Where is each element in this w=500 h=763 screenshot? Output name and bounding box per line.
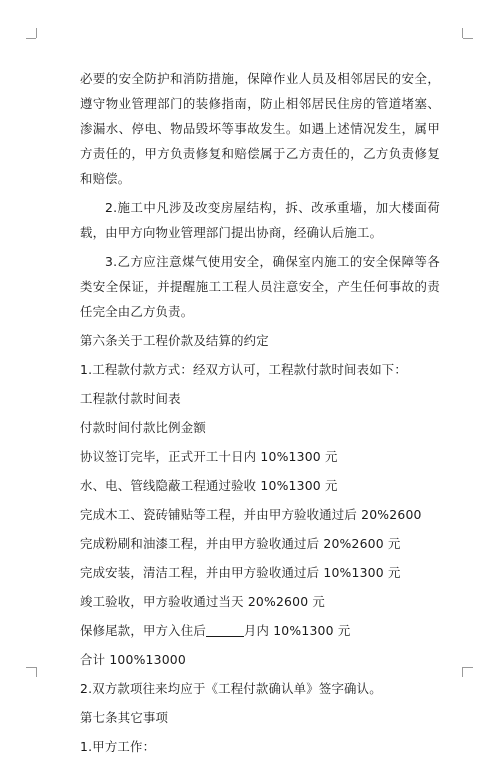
safety-paragraph: 必要的安全防护和消防措施，保障作业人员及相邻居民的安全，遵守物业管理部门的装修指南，防止相邻居民住房的管道堵塞、渗漏水、停电、物品毁坏等事故发生。如遇上述情况发生，属甲方责任的，甲方负责修复和赔偿属于乙方责任的，乙方负责修复和赔偿。 xyxy=(80,71,440,186)
crop-mark-bottom-right-horizontal xyxy=(463,667,473,668)
crop-mark-top-left-vertical xyxy=(36,28,37,38)
schedule-row-7-prefix: 保修尾款，甲方入住后 xyxy=(80,623,206,638)
crop-mark-bottom-left-horizontal xyxy=(26,667,36,668)
party-a-work-line: 1.甲方工作： xyxy=(80,739,156,754)
schedule-row-5: 完成安装，清洁工程，并由甲方验收通过后 10%1300 元 xyxy=(80,565,401,580)
article-7-title: 第七条其它事项 xyxy=(80,710,169,725)
blank-field xyxy=(206,623,244,637)
schedule-row-7-suffix: 月内 10%1300 元 xyxy=(243,623,351,638)
document-body xyxy=(80,66,440,763)
schedule-total: 合计 100%13000 xyxy=(80,652,186,667)
schedule-title: 工程款付款时间表 xyxy=(80,391,181,406)
crop-mark-top-right-horizontal xyxy=(463,38,473,39)
schedule-row-6: 竣工验收，甲方验收通过当天 20%2600 元 xyxy=(80,594,326,609)
structure-change-paragraph: 2.施工中凡涉及改变房屋结构，拆、改承重墙，加大楼面荷载，由甲方向物业管理部门提出协商，经确认后施工。 xyxy=(80,200,440,240)
schedule-row-2: 水、电、管线隐蔽工程通过验收 10%1300 元 xyxy=(80,478,338,493)
crop-mark-bottom-left-vertical xyxy=(36,667,37,677)
crop-mark-top-left-horizontal xyxy=(26,38,36,39)
gas-safety-paragraph: 3.乙方应注意煤气使用安全，确保室内施工的安全保障等各类安全保证，并提醒施工工程人员注意安全，产生任何事故的责任完全由乙方负责。 xyxy=(80,254,440,319)
crop-mark-top-right-vertical xyxy=(462,28,463,38)
article-6-title: 第六条关于工程价款及结算的约定 xyxy=(80,333,269,348)
schedule-row-1: 协议签订完毕，正式开工十日内 10%1300 元 xyxy=(80,449,338,464)
schedule-row-3: 完成木工、瓷砖铺贴等工程，并由甲方验收通过后 20%2600 xyxy=(80,507,422,522)
schedule-row-7 xyxy=(80,618,440,643)
schedule-header: 付款时间付款比例金额 xyxy=(80,420,206,435)
schedule-row-4: 完成粉刷和油漆工程，并由甲方验收通过后 20%2600 元 xyxy=(80,536,401,551)
crop-mark-bottom-right-vertical xyxy=(462,667,463,677)
payment-confirm-line: 2.双方款项往来均应于《工程付款确认单》签字确认。 xyxy=(80,681,382,696)
payment-method-line: 1.工程款付款方式：经双方认可，工程款付款时间表如下： xyxy=(80,362,407,377)
